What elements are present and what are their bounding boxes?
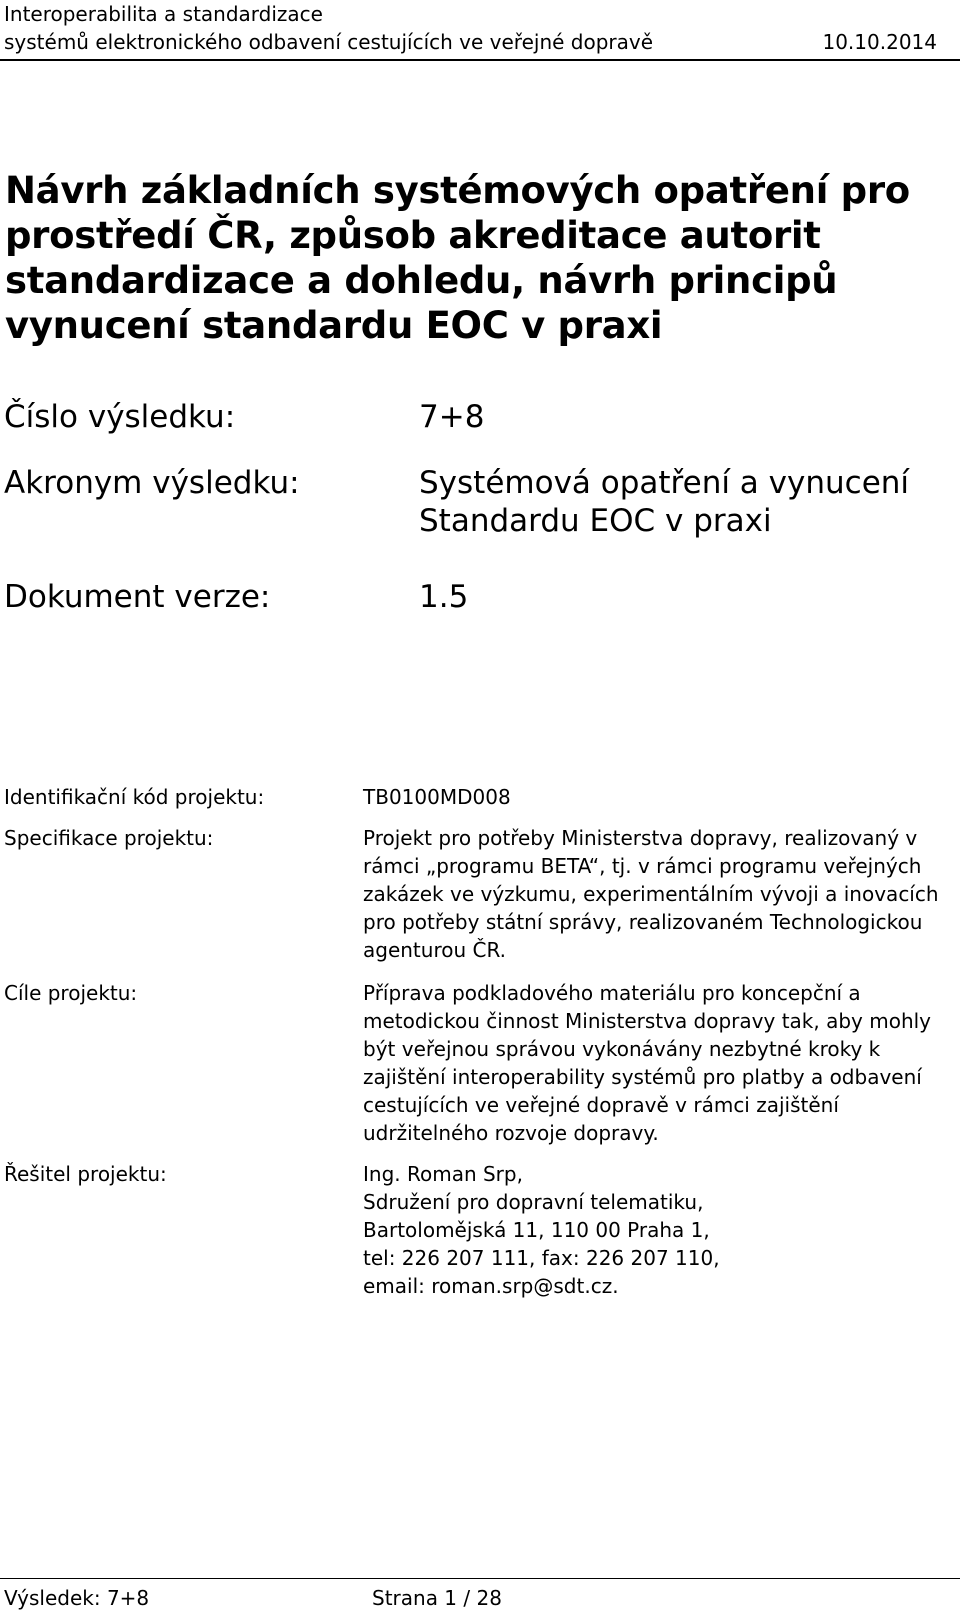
solver-address: Bartolomějská 11, 110 00 Praha 1,: [363, 1218, 710, 1242]
project-goals-label: Cíle projektu:: [4, 981, 138, 1005]
acronym-value-line1: Systémová opatření a vynucení: [419, 465, 910, 501]
acronym-label: Akronym výsledku:: [4, 465, 300, 501]
result-number-label: Číslo výsledku:: [4, 399, 236, 435]
header-project-subtitle: systémů elektronického odbavení cestujících ve veřejné dopravě: [4, 30, 654, 54]
project-spec-value: Projekt pro potřeby Ministerstva dopravy, realizovaný v rámci „programu BETA“, tj. v rámci programu veřejných zakázek ve výzkumu, experimentálním vývoji a inovacích pro potřeby státní správy, realizovaném Technologickou agenturou ČR.: [363, 826, 939, 962]
version-label: Dokument verze:: [4, 579, 271, 615]
solver-organization: Sdružení pro dopravní telematiku,: [363, 1190, 704, 1214]
solver-name: Ing. Roman Srp,: [363, 1162, 523, 1186]
project-spec-label: Specifikace projektu:: [4, 826, 214, 850]
acronym-value-line2: Standardu EOC v praxi: [419, 503, 772, 539]
solver-phone-fax: tel: 226 207 111, fax: 226 207 110,: [363, 1246, 720, 1270]
footer-divider: [0, 1578, 960, 1579]
document-title: Návrh základních systémových opatření pro prostředí ČR, způsob akreditace autorit standardizace a dohledu, návrh principů vynucení standardu EOC v praxi: [5, 169, 910, 347]
header-project-title: Interoperabilita a standardizace: [4, 2, 323, 26]
project-solver-block: [363, 1160, 953, 1300]
page-header: [0, 0, 960, 61]
project-goals-value: Příprava podkladového materiálu pro koncepční a metodickou činnost Ministerstva dopravy tak, aby mohly být veřejnou správou vykonávány nezbytné kroky k zajištění interoperability systémů pro platby a odbavení cestujících ve veřejné dopravě v rámci zajištění udržitelného rozvoje dopravy.: [363, 981, 932, 1145]
project-id-label: Identifikační kód projektu:: [4, 785, 265, 809]
project-solver-label: Řešitel projektu:: [4, 1162, 167, 1186]
footer-result: Výsledek: 7+8: [4, 1586, 150, 1610]
header-divider: [0, 59, 960, 61]
version-value: 1.5: [419, 579, 469, 615]
header-date: 10.10.2014: [822, 30, 937, 54]
result-number-value: 7+8: [419, 399, 485, 435]
project-id-value: TB0100MD008: [363, 785, 511, 809]
footer-page-number: Strana 1 / 28: [372, 1586, 502, 1610]
solver-email: email: roman.srp@sdt.cz.: [363, 1274, 619, 1298]
